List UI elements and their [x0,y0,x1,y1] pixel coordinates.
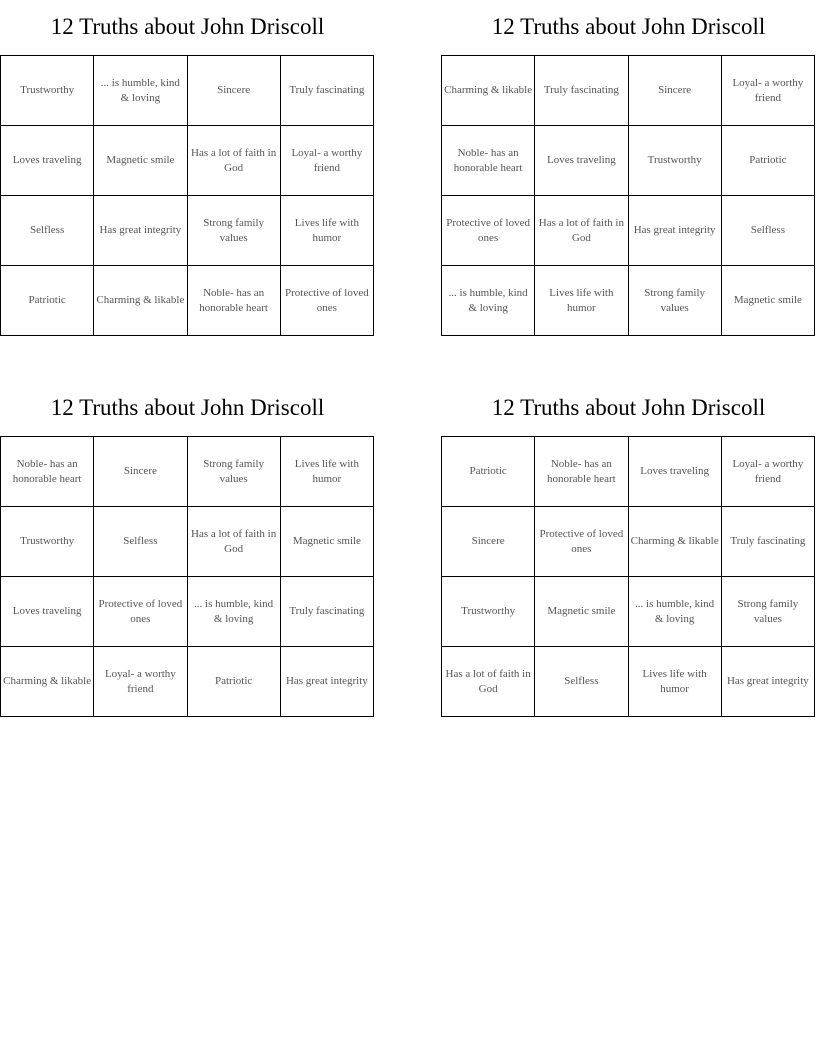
bingo-grid [441,55,815,336]
grid-cell: Truly fascinating [281,56,374,126]
grid-row [442,266,815,336]
grid-cell: Charming & likable [442,56,535,126]
grid-cell: Charming & likable [1,647,94,717]
grid-cell: ... is humble, kind & loving [188,577,281,647]
grid-cell: ... is humble, kind & loving [442,266,535,336]
grid-cell: Patriotic [188,647,281,717]
grid-cell: Charming & likable [94,266,187,336]
grid-row [1,56,374,126]
grid-cell: Magnetic smile [281,507,374,577]
grid-row [442,647,815,717]
card-title: 12 Truths about John Driscoll [491,395,766,420]
grid-cell: Protective of loved ones [281,266,374,336]
grid-cell: Lives life with humor [281,196,374,266]
grid-cell: Patriotic [722,126,815,196]
grid-cell: Selfless [722,196,815,266]
grid-cell: Noble- has an honorable heart [188,266,281,336]
grid-row [1,437,374,507]
bingo-card [441,391,816,717]
grid-cell: Has great integrity [94,196,187,266]
grid-row [1,647,374,717]
grid-row [442,196,815,266]
grid-cell: Strong family values [722,577,815,647]
grid-cell: Loyal- a worthy friend [281,126,374,196]
grid-cell: Has a lot of faith in God [188,126,281,196]
grid-cell: Sincere [94,437,187,507]
bingo-grid [0,55,374,336]
grid-cell: Patriotic [442,437,535,507]
grid-cell: Has a lot of faith in God [442,647,535,717]
grid-cell: ... is humble, kind & loving [94,56,187,126]
grid-cell: Selfless [535,647,628,717]
grid-cell: Selfless [1,196,94,266]
grid-cell: Sincere [188,56,281,126]
grid-cell: Strong family values [188,437,281,507]
bingo-card [0,391,375,717]
grid-cell: Lives life with humor [535,266,628,336]
grid-cell: Protective of loved ones [94,577,187,647]
grid-cell: Selfless [94,507,187,577]
grid-row [442,507,815,577]
grid-cell: Magnetic smile [535,577,628,647]
grid-cell: Loyal- a worthy friend [722,437,815,507]
grid-cell: Has great integrity [722,647,815,717]
grid-cell: Loves traveling [1,126,94,196]
grid-row [442,126,815,196]
grid-row [1,266,374,336]
grid-cell: Trustworthy [629,126,722,196]
grid-cell: Protective of loved ones [535,507,628,577]
grid-cell: Sincere [442,507,535,577]
grid-row [442,437,815,507]
grid-row [442,577,815,647]
grid-cell: Magnetic smile [94,126,187,196]
grid-cell: Trustworthy [1,56,94,126]
grid-cell: Has great integrity [281,647,374,717]
grid-cell: Charming & likable [629,507,722,577]
grid-row [1,126,374,196]
card-title: 12 Truths about John Driscoll [491,14,766,39]
grid-row [1,507,374,577]
grid-cell: Loyal- a worthy friend [94,647,187,717]
bingo-grid [0,436,374,717]
grid-cell: Truly fascinating [722,507,815,577]
grid-cell: Patriotic [1,266,94,336]
bingo-card [441,10,816,336]
grid-cell: Loves traveling [629,437,722,507]
grid-cell: Lives life with humor [281,437,374,507]
grid-cell: Noble- has an honorable heart [535,437,628,507]
grid-cell: Sincere [629,56,722,126]
grid-row [1,196,374,266]
grid-cell: Trustworthy [442,577,535,647]
grid-cell: Noble- has an honorable heart [1,437,94,507]
grid-cell: Noble- has an honorable heart [442,126,535,196]
grid-cell: Magnetic smile [722,266,815,336]
grid-cell: Loyal- a worthy friend [722,56,815,126]
grid-cell: Loves traveling [1,577,94,647]
grid-cell: Has a lot of faith in God [535,196,628,266]
grid-cell: Strong family values [629,266,722,336]
bingo-grid [441,436,815,717]
grid-cell: Lives life with humor [629,647,722,717]
grid-row [442,56,815,126]
grid-cell: Truly fascinating [535,56,628,126]
card-title: 12 Truths about John Driscoll [50,14,325,39]
grid-cell: ... is humble, kind & loving [629,577,722,647]
grid-cell: Strong family values [188,196,281,266]
grid-cell: Truly fascinating [281,577,374,647]
bingo-card [0,10,375,336]
grid-cell: Protective of loved ones [442,196,535,266]
grid-cell: Loves traveling [535,126,628,196]
card-title: 12 Truths about John Driscoll [50,395,325,420]
grid-cell: Has great integrity [629,196,722,266]
grid-cell: Has a lot of faith in God [188,507,281,577]
grid-row [1,577,374,647]
grid-cell: Trustworthy [1,507,94,577]
